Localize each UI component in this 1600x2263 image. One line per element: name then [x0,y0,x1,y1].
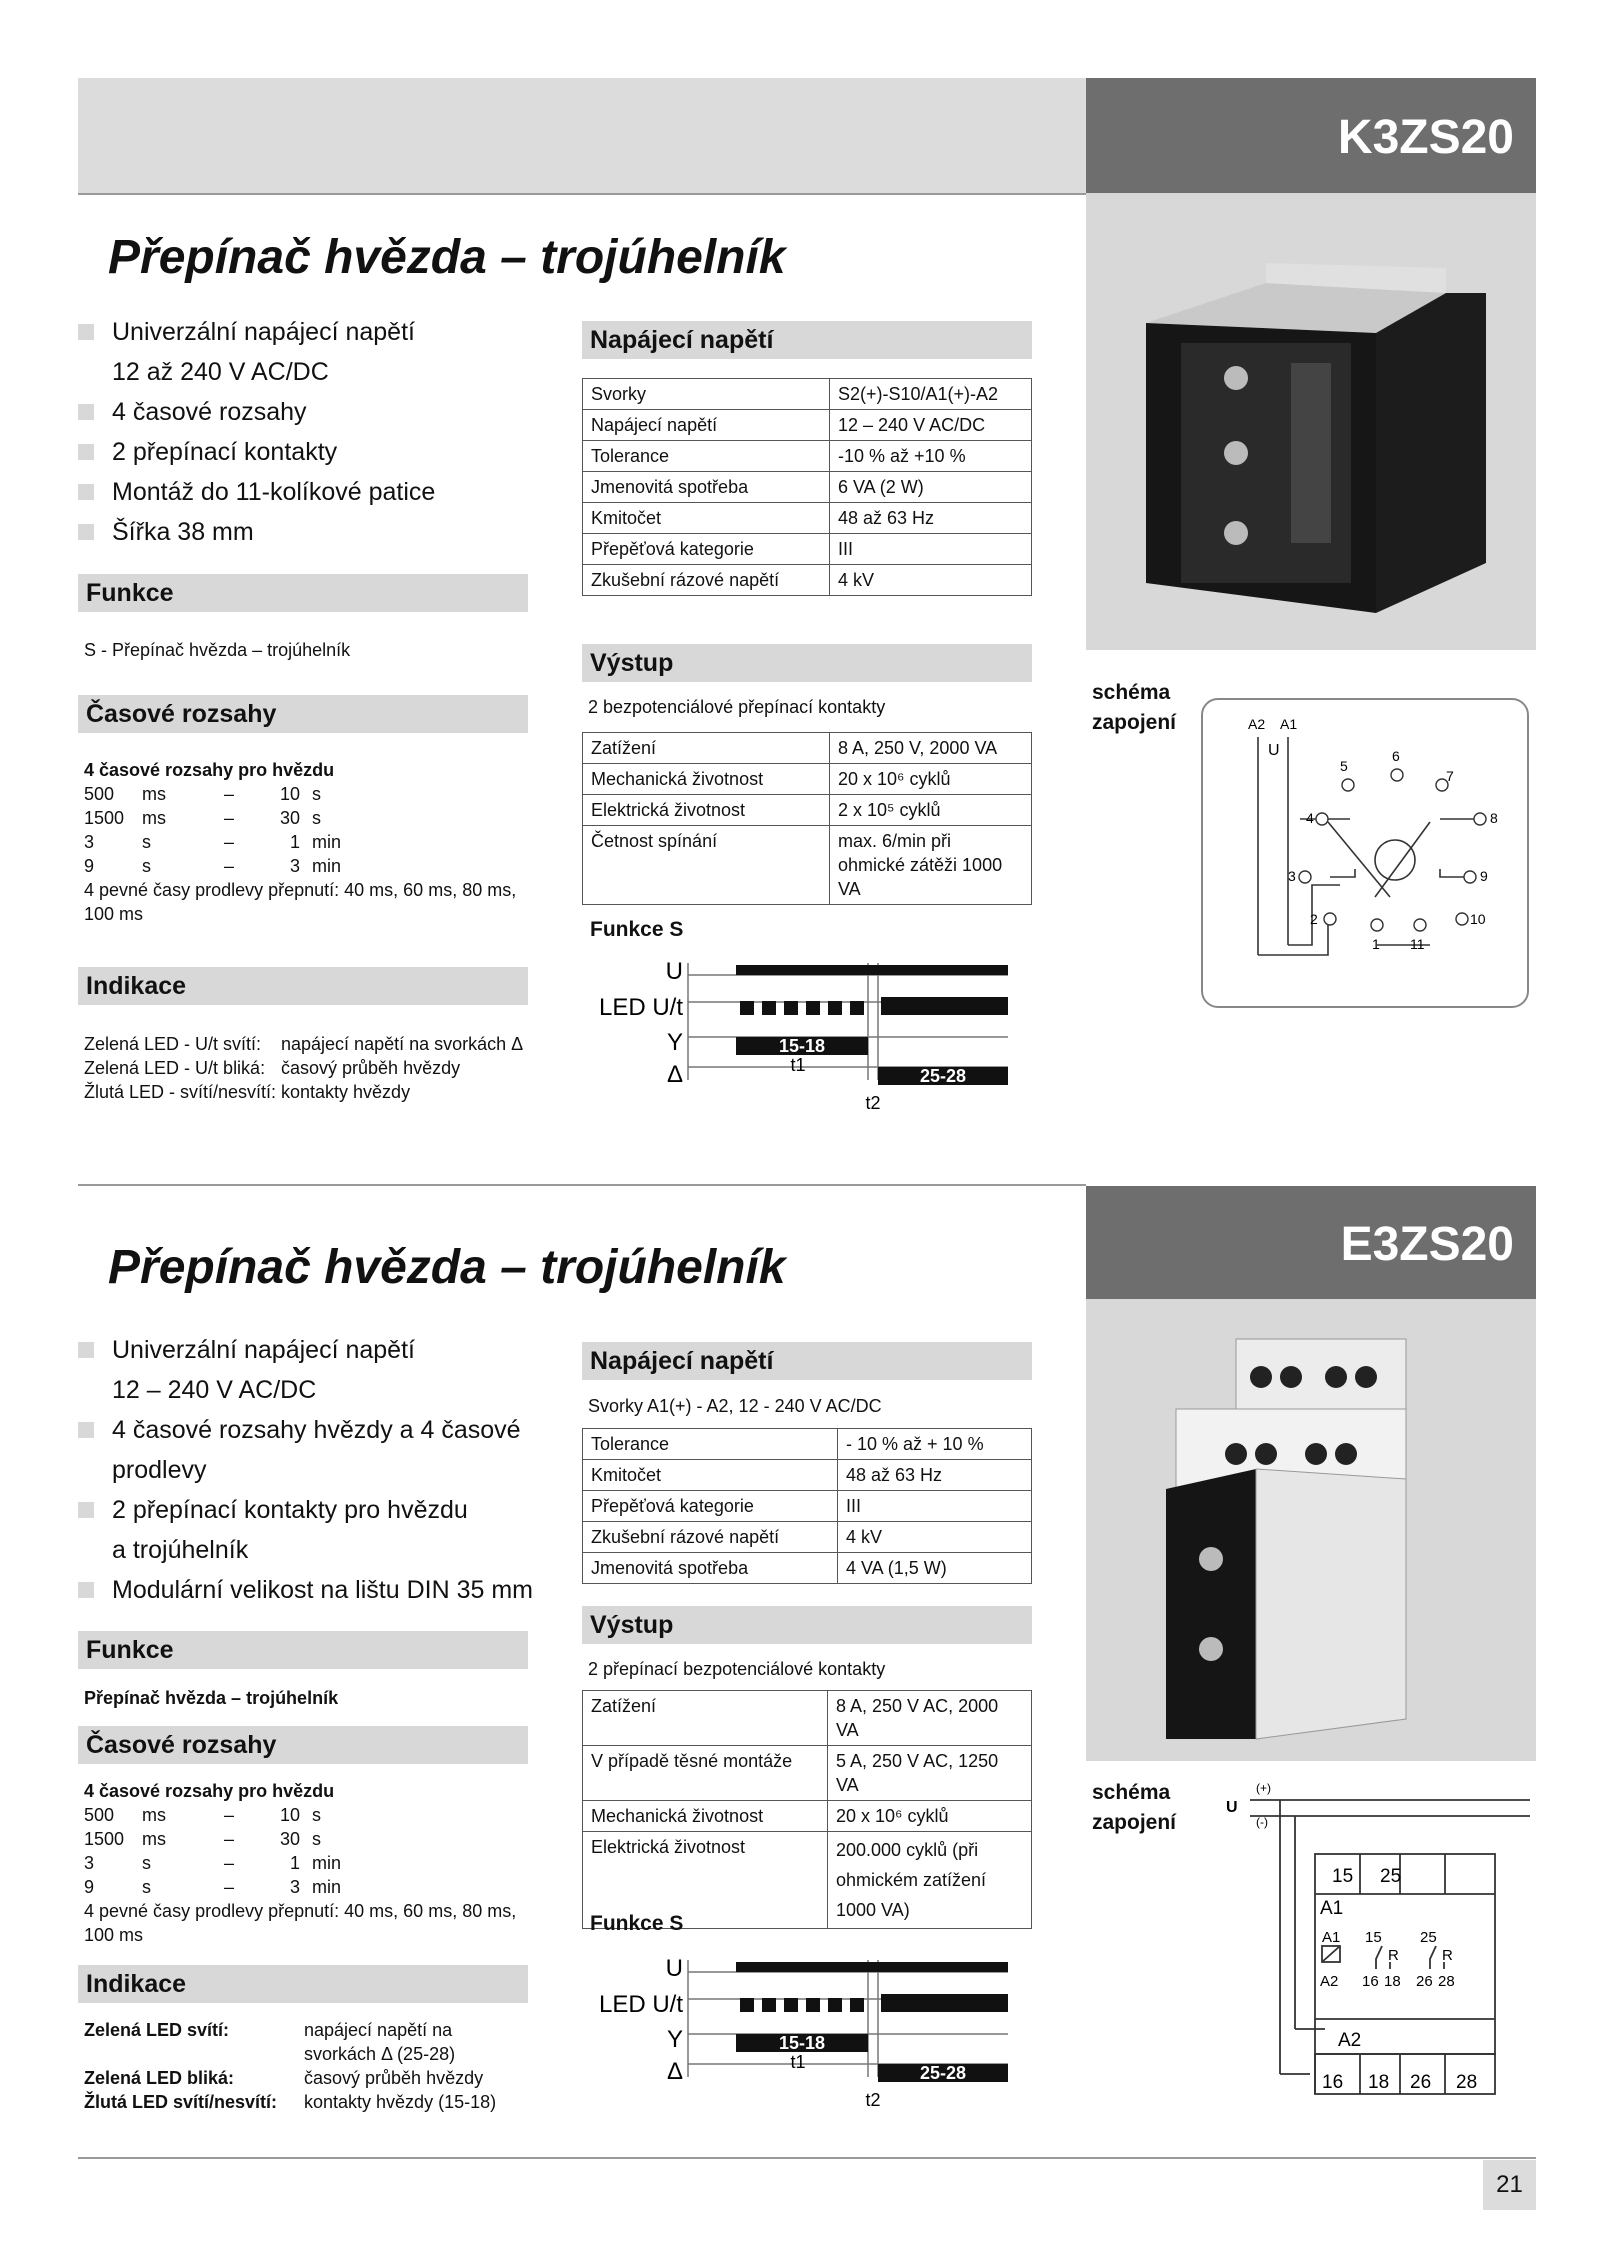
svg-text:25: 25 [1420,1929,1437,1946]
table-row: Zkušební rázové napětí 4 kV [583,565,1032,596]
section-header-napajeci: Napájecí napětí [582,321,1032,359]
svg-text:2: 2 [1310,911,1318,927]
svg-text:9: 9 [1480,868,1488,884]
feature-item: Montáž do 11-kolíkové patice [78,472,538,512]
feature-item-cont: prodlevy [112,1456,207,1484]
vystup-text: 2 bezpotenciálové přepínací kontakty [588,697,886,717]
output-table-top [582,732,1032,905]
time-range-row: 500 ms – 10 s [84,784,321,804]
section-header-indikace: Indikace [78,1965,528,2003]
svg-text:15: 15 [1332,1866,1354,1887]
feature-item: Šířka 38 mm [78,512,538,552]
wiring-diagram-bottom [1220,1774,1540,2124]
schema-label-top: schéma zapojení [1092,681,1177,734]
table-row: V případě těsné montáže 5 A, 250 V AC, 1250 VA [583,1746,1032,1801]
page-title-top: Přepínač hvězda – trojúhelník [108,231,786,284]
feature-item: Univerzální napájecí napětí [78,312,538,352]
table-row: Tolerance - 10 % až + 10 % [583,1429,1032,1460]
table-row: Kmitočet 48 až 63 Hz [583,1460,1032,1491]
svg-text:28: 28 [1438,1973,1455,1990]
svg-text:6: 6 [1392,748,1400,764]
svg-text:10: 10 [1470,911,1486,927]
supply-table-top [582,378,1032,596]
svg-text:R: R [1442,1947,1453,1964]
wiring-label-a2: A2 [1248,716,1266,732]
svg-text:25: 25 [1380,1866,1402,1887]
timing-label-delta: Δ [666,2058,683,2085]
product-photo-k3zs20 [1086,193,1536,650]
timing-label-led: LED U/t [598,994,683,1021]
feature-item: 2 přepínací kontakty pro hvězdu [78,1490,558,1530]
time-ranges-bottom [84,1779,534,1947]
table-row: Mechanická životnost 20 x 10⁶ cyklů [583,764,1032,795]
indication-row: Zelená LED - U/t svítí: napájecí napětí na svorkách Δ [84,1034,524,1054]
page-title-bottom: Přepínač hvězda – trojúhelník [108,1241,786,1294]
indication-row: Žlutá LED svítí/nesvítí: kontakty hvězdy (15-18) [84,2092,497,2112]
indication-list-bottom [84,2018,544,2114]
table-row: Zatížení 8 A, 250 V, 2000 VA [583,733,1032,764]
relay-module-image [1086,193,1536,650]
table-row: Přepěťová kategorie III [583,1491,1032,1522]
timing-label-15-18: 15-18 [778,1036,826,1056]
svg-text:(+): (+) [1256,1781,1271,1795]
svg-text:7: 7 [1446,768,1454,784]
table-row: Tolerance -10 % až +10 % [583,441,1032,472]
timing-label-y: Y [666,1029,683,1056]
fixed-times: 4 pevné časy prodlevy přepnutí: 40 ms, 60 ms, 80 ms, 100 ms [84,1901,517,1945]
supply-table-bottom [582,1428,1032,1584]
svg-text:28: 28 [1456,2072,1478,2093]
table-row: Přepěťová kategorie III [583,534,1032,565]
footer-divider [78,2157,1536,2159]
svg-text:26: 26 [1416,1973,1433,1990]
vystup-text: 2 přepínací bezpotenciálové kontakty [588,1659,886,1679]
feature-item: Modulární velikost na lištu DIN 35 mm [78,1570,558,1610]
svg-text:(-): (-) [1256,1815,1268,1829]
section-header-funkce: Funkce [78,574,528,612]
time-range-row: 3 s – 1 min [84,832,342,852]
funkce-text: Přepínač hvězda – trojúhelník [84,1688,339,1708]
table-row: Jmenovitá spotřeba 6 VA (2 W) [583,472,1032,503]
timing-label-u: U [665,1955,683,1982]
feature-item: 4 časové rozsahy [78,392,538,432]
time-ranges-title: 4 časové rozsahy pro hvězdu [84,760,335,780]
time-range-row: 500 ms – 10 s [84,1805,321,1825]
wiring-label-u: U [1226,1799,1238,1816]
wiring-label-u: U [1268,742,1280,759]
indication-row: Zelená LED bliká: časový průběh hvězdy [84,2068,484,2088]
time-ranges-title: 4 časové rozsahy pro hvězdu [84,1781,335,1801]
funkce-s-label: Funkce S [590,1912,684,1935]
feature-item-cont: 12 až 240 V AC/DC [112,358,329,386]
feature-list-bottom [78,1330,558,1610]
feature-item-cont: 12 – 240 V AC/DC [112,1376,317,1404]
timing-label-t1: t1 [790,1055,806,1075]
time-range-row: 1500 ms – 30 s [84,1829,321,1849]
svg-text:5: 5 [1340,758,1348,774]
table-row: Kmitočet 48 až 63 Hz [583,503,1032,534]
svg-text:3: 3 [1288,868,1296,884]
table-row: Svorky S2(+)-S10/A1(+)-A2 [583,379,1032,410]
napajeci-text: Svorky A1(+) - A2, 12 - 240 V AC/DC [588,1396,882,1416]
svg-text:16: 16 [1362,1973,1379,1990]
fixed-times: 4 pevné časy prodlevy přepnutí: 40 ms, 60 ms, 80 ms, 100 ms [84,880,517,924]
feature-item: 4 časové rozsahy hvězdy a 4 časové [78,1410,558,1450]
timing-label-15-18: 15-18 [778,2033,826,2053]
wiring-label-a1: A1 [1280,716,1298,732]
table-row: Mechanická životnost 20 x 10⁶ cyklů [583,1801,1032,1832]
funkce-s-label: Funkce S [590,918,684,941]
timing-label-delta: Δ [666,1061,683,1088]
svg-text:4: 4 [1306,810,1314,826]
timing-label-t1: t1 [790,2052,806,2072]
svg-text:A2: A2 [1320,1973,1339,1990]
timing-label-led: LED U/t [598,1991,683,2018]
svg-text:18: 18 [1384,1973,1401,1990]
product-code-e3zs20: E3ZS20 [1086,1186,1536,1299]
timing-diagram-bottom [578,1952,1038,2117]
section-header-vystup: Výstup [582,644,1032,682]
schema-label-bottom: schéma zapojení [1092,1781,1177,1834]
svg-text:26: 26 [1410,2072,1432,2093]
svg-text:8: 8 [1490,810,1498,826]
svg-text:18: 18 [1368,2072,1390,2093]
timing-diagram-top [578,955,1038,1120]
indication-list-top [84,1032,544,1104]
indication-row: Žlutá LED - svítí/nesvítí: kontakty hvězdy [84,1082,411,1102]
svg-text:11: 11 [1410,936,1425,952]
indication-row: Zelená LED svítí: napájecí napětí na svorkách Δ (25-28) [84,2020,456,2064]
table-row: Elektrická životnost 200.000 cyklů (při ohmickém zatížení 1000 VA) [583,1832,1032,1929]
feature-item-cont: a trojúhelník [112,1536,249,1564]
svg-text:15: 15 [1365,1929,1382,1946]
section-header-casove-rozsahy: Časové rozsahy [78,1726,528,1764]
table-row: Napájecí napětí 12 – 240 V AC/DC [583,410,1032,441]
feature-item: 2 přepínací kontakty [78,432,538,472]
svg-text:1: 1 [1372,936,1380,952]
timing-label-25-28: 25-28 [919,2063,967,2083]
time-range-row: 3 s – 1 min [84,1853,342,1873]
timing-label-u: U [665,958,683,985]
output-table-bottom [582,1690,1032,1929]
timing-label-t2: t2 [865,1093,881,1113]
table-row: Četnost spínání max. 6/min při ohmické zátěži 1000 VA [583,826,1032,905]
table-row: Zatížení 8 A, 250 V AC, 2000 VA [583,1691,1032,1746]
section-header-napajeci: Napájecí napětí [582,1342,1032,1380]
svg-text:16: 16 [1322,2072,1344,2093]
time-ranges-top [84,758,534,926]
section-header-funkce: Funkce [78,1631,528,1669]
section-header-vystup: Výstup [582,1606,1032,1644]
din-module-image [1086,1299,1536,1761]
time-range-row: 9 s – 3 min [84,1877,342,1897]
table-row: Elektrická životnost 2 x 10⁵ cyklů [583,795,1032,826]
wiring-diagram-top [1200,697,1530,1012]
table-row: Zkušební rázové napětí 4 kV [583,1522,1032,1553]
section-header-indikace: Indikace [78,967,528,1005]
feature-list-top [78,312,538,552]
page-number: 21 [1483,2160,1536,2210]
funkce-text: S - Přepínač hvězda – trojúhelník [84,640,351,660]
timing-label-y: Y [666,2026,683,2053]
time-range-row: 9 s – 3 min [84,856,342,876]
svg-text:A2: A2 [1338,2030,1362,2051]
top-header-band [78,78,1086,195]
product-photo-e3zs20 [1086,1299,1536,1761]
indication-row: Zelená LED - U/t bliká: časový průběh hvězdy [84,1058,461,1078]
section-divider [78,1184,1086,1186]
section-header-casove-rozsahy: Časové rozsahy [78,695,528,733]
timing-label-t2: t2 [865,2090,881,2110]
svg-text:A1: A1 [1320,1898,1344,1919]
timing-label-25-28: 25-28 [919,1066,967,1086]
table-row: Jmenovitá spotřeba 4 VA (1,5 W) [583,1553,1032,1584]
product-code-k3zs20: K3ZS20 [1086,78,1536,193]
feature-item: Univerzální napájecí napětí [78,1330,558,1370]
svg-text:A1: A1 [1322,1929,1341,1946]
time-range-row: 1500 ms – 30 s [84,808,321,828]
svg-text:R: R [1388,1947,1399,1964]
